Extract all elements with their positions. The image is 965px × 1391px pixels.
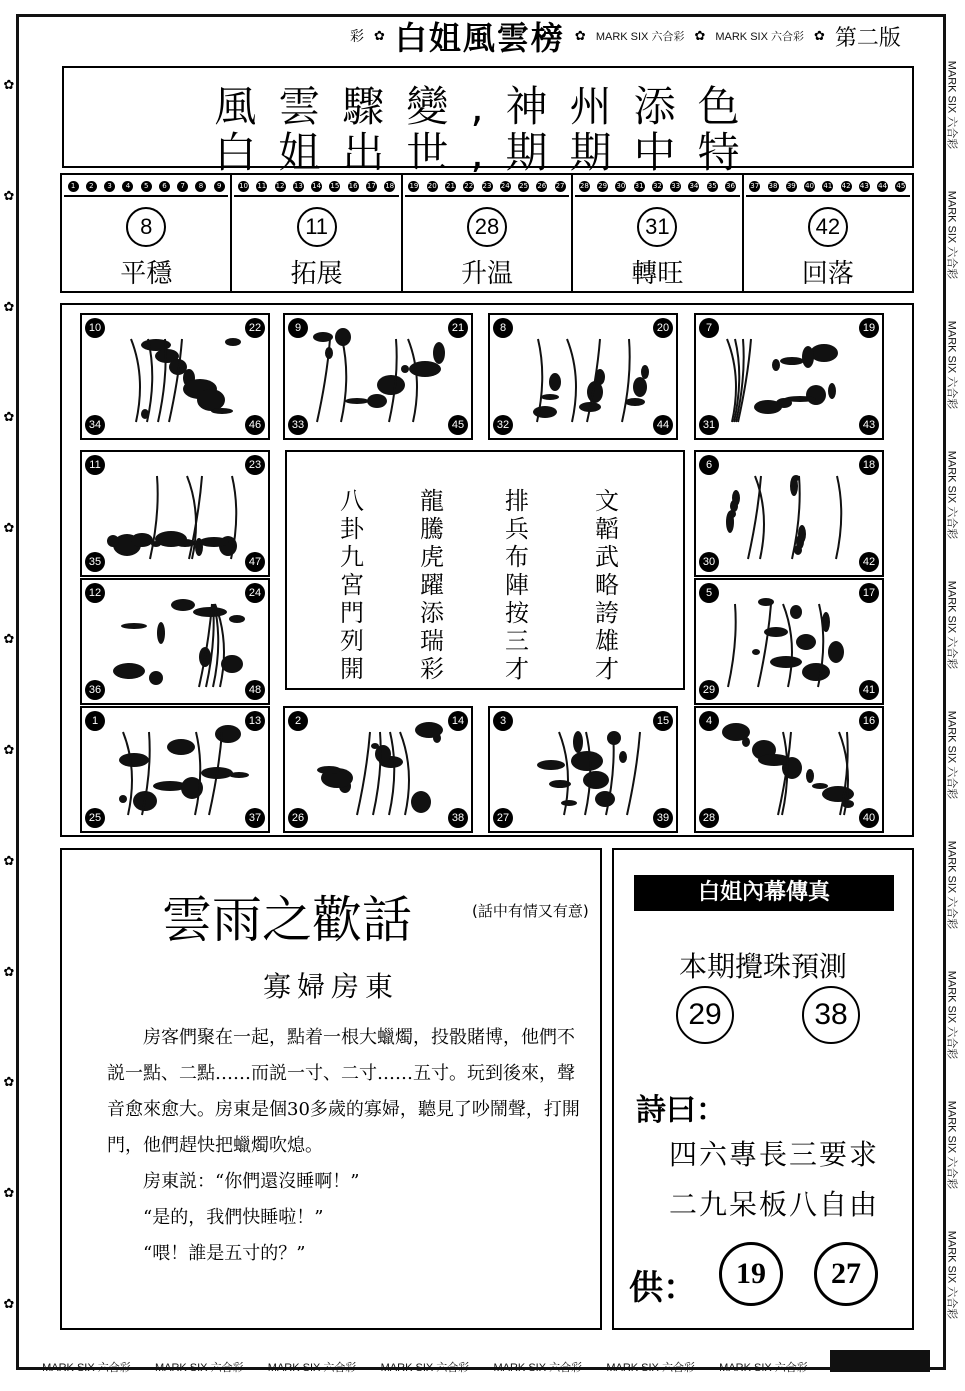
watermark-text: MARK SIX 六合彩 — [154, 1362, 244, 1374]
range-ball: 36 — [726, 181, 735, 190]
watermark-text: MARK SIX 六合彩 — [380, 1362, 470, 1374]
card-number: 46 — [245, 415, 265, 435]
picture-card — [80, 578, 270, 705]
story-paragraph: 房客們聚在一起，點着一根大蠟燭，投骰賭博，他們不説一點、二點……而説一寸、二寸……五寸。玩到後來，聲音愈來愈大。房東是個30多歲的寡婦，聽見了吵鬧聲，打開門，他們趕快把蠟燭吹熄。 — [107, 1027, 580, 1156]
range-ball: 11 — [257, 181, 267, 190]
range-ball: 2 — [86, 181, 97, 192]
card-number: 23 — [245, 455, 265, 475]
ink-blot — [742, 737, 750, 747]
ink-blot — [798, 525, 806, 543]
picture-card — [694, 313, 884, 440]
ink-blot — [211, 408, 233, 414]
ink-stroke — [341, 339, 346, 422]
card-number: 32 — [493, 415, 513, 435]
card-number: 22 — [245, 318, 265, 338]
supply-number: 27 — [814, 1242, 878, 1306]
ink-stroke — [728, 604, 736, 687]
picture-card — [80, 313, 270, 440]
ink-blot — [828, 383, 836, 399]
flower-icon: ✿ — [3, 521, 15, 537]
watermark-text: MARK SIX 六合彩 — [945, 710, 957, 800]
card-extra-number: 49 — [160, 756, 174, 770]
range-ball: 39 — [786, 181, 796, 190]
card-number: 10 — [85, 318, 105, 338]
range-ball: 13 — [293, 181, 303, 190]
story-paragraph: “是的，我們快睡啦！” — [107, 1207, 324, 1228]
card-number: 8 — [493, 318, 513, 338]
picture-card — [283, 313, 473, 440]
flower-icon: ✿ — [3, 299, 15, 315]
card-number: 27 — [493, 808, 513, 828]
story-note: (話中有情又有意) — [472, 902, 589, 920]
range-ball: 42 — [841, 181, 851, 190]
pick-number: 8 — [126, 207, 166, 247]
range-ball: 28 — [579, 181, 589, 190]
poem-column: 排 兵 布 陣 按 三 才 — [505, 487, 529, 683]
edition-label: 第二版 — [834, 24, 901, 50]
ink-stroke — [622, 339, 630, 422]
range-ball: 26 — [537, 181, 547, 190]
story-paragraph: “喂！誰是五寸的？” — [107, 1243, 306, 1264]
card-number: 38 — [448, 808, 468, 828]
ink-blot — [571, 751, 603, 771]
ink-illustration — [512, 327, 658, 427]
card-number: 36 — [85, 680, 105, 700]
flower-icon: ✿ — [813, 28, 825, 44]
card-number: 1 — [85, 711, 105, 731]
ink-blot — [828, 641, 844, 663]
range-ball: 15 — [330, 181, 340, 190]
watermark-text: MARK SIX 六合彩 — [945, 190, 957, 280]
card-number: 43 — [859, 415, 879, 435]
ink-blot — [157, 622, 165, 644]
watermark-text: MARK SIX 六合彩 — [945, 60, 957, 150]
range-ball: 29 — [598, 181, 608, 190]
ink-stroke — [195, 732, 200, 815]
predict-title: 本期攪珠預測 — [678, 950, 847, 983]
card-number: 42 — [859, 552, 879, 572]
ink-stroke — [317, 339, 330, 422]
pick-word: 轉旺 — [631, 259, 684, 289]
flower-icon: ✿ — [3, 742, 15, 758]
number-range — [405, 177, 569, 197]
card-number: 31 — [699, 415, 719, 435]
ink-illustration — [104, 720, 250, 820]
ink-blot — [317, 766, 341, 774]
flower-icon: ✿ — [3, 188, 15, 204]
card-number: 21 — [448, 318, 468, 338]
range-ball: 21 — [446, 181, 455, 190]
ink-blot — [625, 398, 645, 406]
card-number: 39 — [653, 808, 673, 828]
ink-blot — [806, 385, 826, 405]
range-ball: 10 — [239, 181, 248, 190]
watermark-text: MARK SIX 六合彩 — [606, 1362, 695, 1374]
picture-card — [488, 706, 678, 833]
ink-blot — [197, 389, 225, 411]
ink-blot — [549, 373, 561, 391]
ink-blot — [409, 361, 441, 377]
picture-card — [80, 706, 270, 833]
picture-card — [283, 706, 473, 833]
story-title: 雲雨之歡話 — [162, 891, 412, 949]
range-ball: 43 — [859, 181, 869, 190]
predict-number: 38 — [802, 986, 860, 1044]
range-ball: 17 — [366, 181, 376, 190]
flower-icon: ✿ — [374, 28, 385, 44]
ink-blot — [215, 725, 241, 743]
poem-column: 文 韜 武 略 誇 雄 才 — [595, 487, 619, 683]
range-ball: 35 — [707, 181, 717, 190]
flower-icon: ✿ — [694, 28, 706, 44]
watermark-text: MARK SIX 六合彩 — [945, 580, 957, 670]
card-number: 7 — [699, 318, 719, 338]
card-number: 28 — [699, 808, 719, 828]
bottom-watermark-strip — [30, 1355, 820, 1379]
ink-stroke — [408, 339, 417, 422]
range-ball: 7 — [177, 181, 188, 192]
number-range — [746, 177, 910, 197]
pick-column — [403, 175, 573, 291]
ink-blot — [754, 400, 782, 414]
card-number: 41 — [859, 680, 879, 700]
picture-card — [694, 578, 884, 705]
card-number: 30 — [699, 552, 719, 572]
slogan-line-1: 風雲驟變,神州添色 — [214, 82, 762, 131]
story-box — [60, 848, 602, 1330]
ink-blot — [770, 656, 802, 668]
ink-blot — [810, 344, 838, 362]
range-ball: 41 — [823, 181, 833, 190]
card-number: 45 — [448, 415, 468, 435]
ink-blot — [806, 769, 814, 783]
ink-blot — [121, 623, 147, 629]
card-number: 13 — [245, 711, 265, 731]
predict-number: 29 — [676, 986, 734, 1044]
card-number: 2 — [288, 711, 308, 731]
ink-blot — [155, 531, 187, 547]
card-number: 40 — [859, 808, 879, 828]
number-range — [234, 177, 398, 197]
ink-illustration — [104, 327, 250, 427]
range-ball: 25 — [519, 181, 528, 190]
pick-word: 回落 — [801, 259, 854, 289]
ink-blot — [561, 800, 577, 806]
range-ball: 44 — [878, 181, 888, 190]
flower-icon: ✿ — [3, 410, 15, 426]
card-number: 6 — [699, 455, 719, 475]
ink-blot — [812, 783, 828, 789]
ink-illustration — [104, 464, 250, 564]
ink-illustration — [718, 327, 864, 427]
watermark-text: MARK SIX 六合彩 — [719, 1362, 808, 1374]
header-mark: MARK SIX 六合彩 — [595, 31, 685, 43]
center-poem — [285, 450, 685, 690]
ink-illustration — [307, 327, 453, 427]
ink-blot — [758, 754, 790, 766]
ink-blot — [802, 346, 814, 368]
ink-blot — [401, 365, 409, 373]
watermark-text: MARK SIX 六合彩 — [945, 1100, 957, 1190]
ink-blot — [796, 634, 816, 650]
range-ball: 24 — [500, 181, 510, 190]
card-number: 15 — [653, 711, 673, 731]
story-paragraph: 房東説：“你們還沒睡啊！” — [107, 1171, 360, 1192]
card-number: 29 — [699, 680, 719, 700]
ink-stroke — [389, 732, 394, 815]
ink-blot — [199, 537, 229, 547]
range-ball: 14 — [312, 181, 322, 190]
pick-number: 31 — [637, 207, 677, 247]
ink-blot — [433, 342, 445, 364]
slogan-line-2: 白姐出世,期期中特 — [214, 128, 762, 177]
ink-illustration — [307, 720, 453, 820]
flower-icon: ✿ — [3, 1186, 15, 1202]
card-number: 16 — [859, 711, 879, 731]
flower-icon: ✿ — [3, 964, 15, 980]
ink-blot — [780, 357, 804, 365]
picture-card — [694, 450, 884, 577]
card-number: 19 — [859, 318, 879, 338]
picture-card — [694, 706, 884, 833]
watermark-text: MARK SIX 六合彩 — [945, 1230, 957, 1320]
card-number: 17 — [859, 583, 879, 603]
picture-card — [488, 313, 678, 440]
ink-blot — [772, 359, 780, 371]
ink-blot — [167, 739, 195, 755]
ink-blot — [119, 753, 149, 767]
ink-blot — [633, 377, 647, 397]
ink-blot — [119, 795, 127, 803]
flower-icon: ✿ — [3, 632, 15, 648]
story-subtitle: 寡婦房東 — [262, 970, 399, 1003]
card-number: 24 — [245, 583, 265, 603]
ink-blot — [537, 760, 565, 770]
header-bar — [350, 15, 915, 57]
range-ball: 3 — [104, 181, 115, 192]
ink-blot — [732, 490, 740, 506]
ink-stroke — [400, 732, 409, 815]
pick-column — [62, 175, 232, 291]
watermark-text: MARK SIX 六合彩 — [945, 450, 957, 540]
watermark-text: MARK SIX 六合彩 — [945, 970, 957, 1060]
ink-illustration — [718, 464, 864, 564]
range-ball: 20 — [427, 181, 437, 190]
left-watermark-strip — [2, 30, 16, 1360]
header-mark: MARK SIX 六合彩 — [715, 31, 804, 43]
ink-stroke — [357, 732, 370, 815]
ink-blot — [171, 599, 195, 611]
poem-column: 龍 騰 虎 躍 添 瑞 彩 — [420, 487, 444, 683]
ink-stroke — [783, 604, 792, 687]
card-number: 34 — [85, 415, 105, 435]
range-ball: 37 — [750, 181, 760, 190]
supply-number: 19 — [719, 1242, 783, 1306]
ink-blot — [619, 751, 627, 763]
watermark-text: MARK SIX 六合彩 — [945, 320, 957, 410]
barcode-block — [830, 1350, 930, 1372]
flower-icon: ✿ — [574, 28, 586, 44]
watermark-text: MARK SIX 六合彩 — [267, 1362, 357, 1374]
ink-stroke — [836, 476, 841, 559]
range-ball: 8 — [195, 181, 206, 192]
watermark-text: MARK SIX 六合彩 — [945, 840, 957, 930]
ink-illustration — [512, 720, 658, 820]
card-number: 12 — [85, 583, 105, 603]
range-ball: 19 — [409, 181, 419, 190]
ink-stroke — [748, 476, 761, 559]
card-number: 14 — [448, 711, 468, 731]
picture-card — [80, 450, 270, 577]
ink-stroke — [147, 339, 152, 422]
right-watermark-strip — [941, 40, 963, 1340]
card-number: 37 — [245, 808, 265, 828]
ink-blot — [367, 394, 387, 408]
poem-column: 八 卦 九 宮 門 列 開 — [340, 487, 364, 683]
pick-word: 拓展 — [290, 259, 343, 289]
ink-stroke — [758, 604, 771, 687]
range-ball: 30 — [616, 181, 626, 190]
card-number: 3 — [493, 711, 513, 731]
number-range — [575, 177, 739, 197]
ink-blot — [113, 663, 145, 679]
range-ball: 27 — [555, 181, 565, 190]
card-number: 44 — [653, 415, 673, 435]
flower-icon: ✿ — [3, 77, 15, 93]
card-number: 35 — [85, 552, 105, 572]
range-ball: 45 — [896, 181, 906, 190]
ink-blot — [377, 375, 405, 395]
range-ball: 1 — [68, 181, 79, 192]
card-number: 47 — [245, 552, 265, 572]
ink-stroke — [567, 339, 576, 422]
card-number: 9 — [288, 318, 308, 338]
story-body — [107, 1020, 587, 1272]
ink-illustration — [718, 720, 864, 820]
range-ball: 18 — [385, 181, 395, 190]
ink-blot — [752, 649, 760, 655]
prediction-box — [612, 848, 914, 1330]
pick-word: 升温 — [461, 259, 514, 289]
ink-blot — [229, 772, 249, 778]
range-ball: 5 — [141, 181, 152, 192]
pick-column — [744, 175, 912, 291]
ink-blot — [371, 743, 379, 749]
range-ball: 23 — [482, 181, 492, 190]
range-ball: 6 — [159, 181, 170, 192]
ink-stroke — [727, 339, 736, 422]
slogan-box — [62, 66, 914, 177]
ink-blot — [107, 535, 119, 547]
card-number: 18 — [859, 455, 879, 475]
flower-icon: ✿ — [3, 853, 15, 869]
range-ball: 31 — [634, 181, 644, 190]
ink-blot — [229, 615, 245, 623]
range-ball: 40 — [805, 181, 814, 190]
ink-blot — [345, 398, 369, 404]
card-number: 5 — [699, 583, 719, 603]
pick-number: 28 — [467, 207, 507, 247]
ink-blot — [802, 663, 830, 681]
ink-blot — [573, 731, 583, 753]
ink-blot — [533, 406, 557, 418]
card-number: 33 — [288, 415, 308, 435]
card-number: 25 — [85, 808, 105, 828]
pick-number: 11 — [297, 207, 337, 247]
range-ball: 38 — [768, 181, 778, 190]
poem-line: 四六專長三要求 — [668, 1138, 879, 1171]
ink-blot — [149, 671, 163, 685]
poem-line: 二九呆板八自由 — [668, 1188, 879, 1221]
number-range — [64, 177, 228, 197]
range-ball: 32 — [652, 181, 662, 190]
range-ball: 9 — [214, 181, 225, 192]
ink-illustration — [718, 592, 864, 692]
flower-icon: ✿ — [3, 1075, 15, 1091]
pick-number: 42 — [808, 207, 848, 247]
ink-blot — [595, 791, 615, 807]
pick-column — [573, 175, 743, 291]
card-number: 48 — [245, 680, 265, 700]
page-title: 白姐風雲榜 — [394, 19, 565, 57]
card-number: 20 — [653, 318, 673, 338]
logo-small: 彩 — [350, 29, 364, 45]
ink-blot — [411, 791, 431, 813]
watermark-text: MARK SIX 六合彩 — [493, 1362, 583, 1374]
ink-blot — [225, 338, 241, 346]
range-ball: 16 — [348, 181, 358, 190]
supply-label: 供： — [629, 1268, 697, 1308]
watermark-text: MARK SIX 六合彩 — [42, 1362, 131, 1374]
pick-column — [232, 175, 402, 291]
card-number: 4 — [699, 711, 719, 731]
pick-word: 平穩 — [120, 259, 173, 289]
ink-blot — [641, 365, 649, 379]
card-number: 11 — [85, 455, 105, 475]
ink-stroke — [131, 339, 140, 422]
ink-stroke — [627, 732, 640, 815]
ink-illustration — [104, 592, 250, 692]
poem-label: 詩曰： — [636, 1093, 726, 1128]
flower-icon: ✿ — [3, 1297, 15, 1313]
card-number: 26 — [288, 808, 308, 828]
range-ball: 12 — [275, 181, 285, 190]
range-ball: 4 — [122, 181, 133, 192]
ink-blot — [822, 786, 854, 802]
ink-blot — [583, 771, 609, 789]
range-ball: 33 — [671, 181, 681, 190]
ink-blot — [541, 394, 559, 400]
trend-picks — [60, 173, 914, 293]
ink-blot — [131, 533, 153, 547]
ink-blot — [790, 605, 802, 619]
ink-blot — [415, 722, 443, 738]
range-ball: 34 — [689, 181, 699, 190]
range-ball: 22 — [464, 181, 474, 190]
inside-news-badge: 白姐內幕傳真 — [634, 875, 894, 911]
